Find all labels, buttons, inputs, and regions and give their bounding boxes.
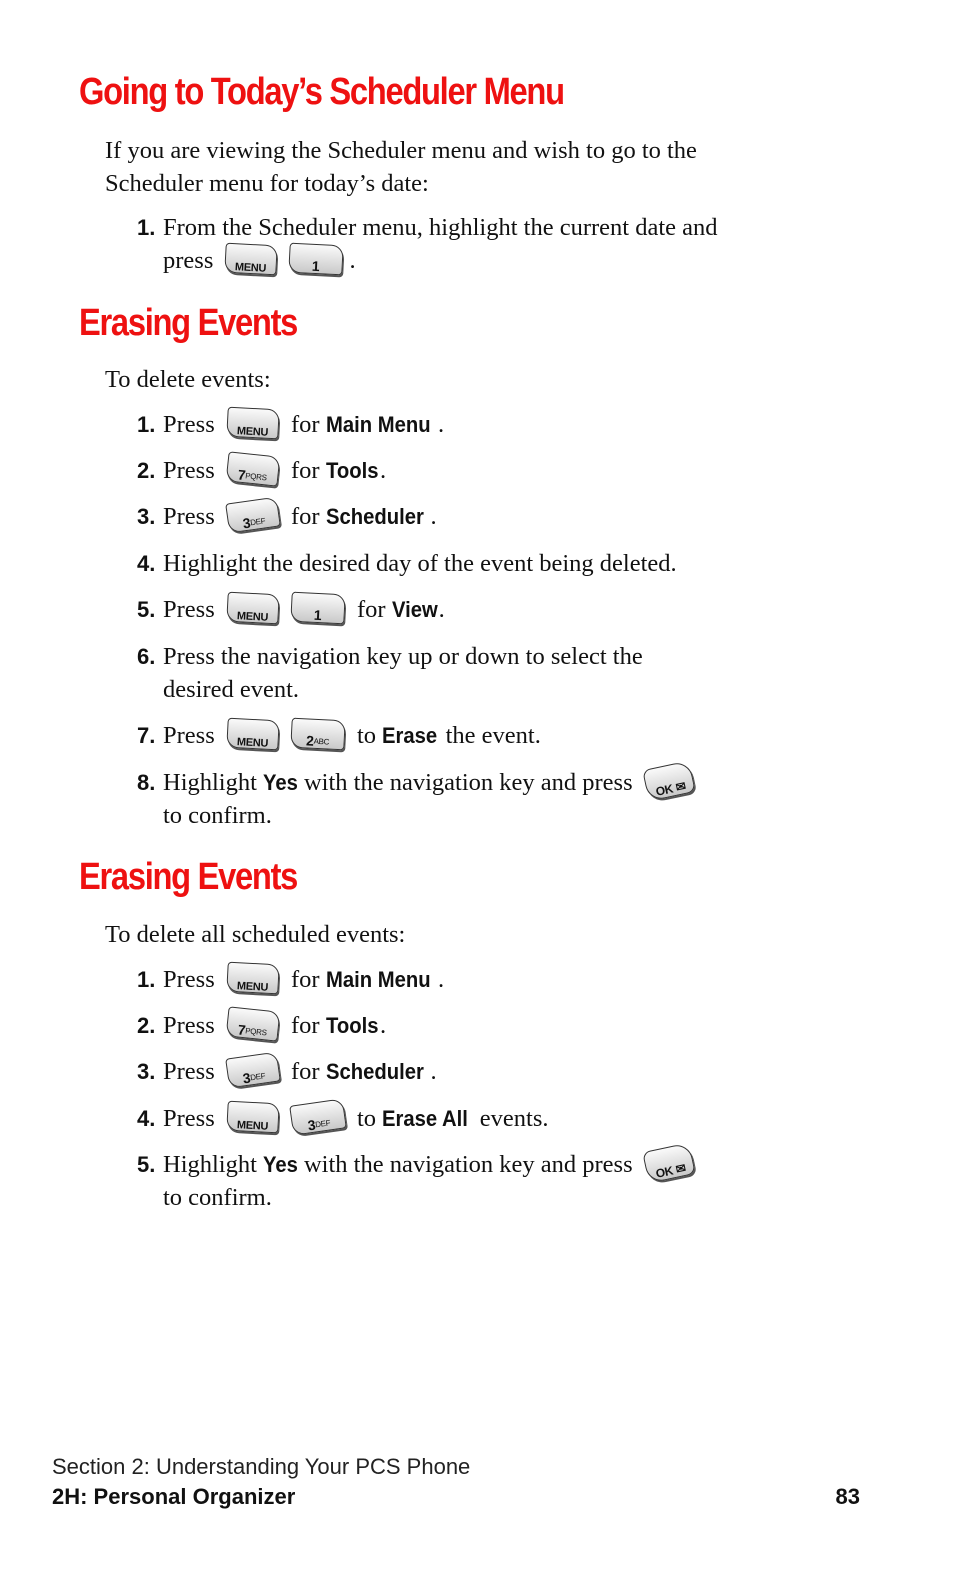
section-heading-today: Going to Today’s Scheduler Menu: [79, 71, 564, 113]
section-heading-erasing-events: Erasing Events: [79, 302, 298, 344]
menu-key-icon: MENU: [226, 407, 279, 440]
key-3-icon: $3^{DEF}$: [225, 497, 281, 534]
page-number: 83: [835, 1484, 860, 1509]
intro-line: Scheduler menu for today’s date:: [105, 170, 429, 197]
key-2-icon: $2^{ABC}$: [290, 718, 345, 751]
step-item: 8. Highlight Yes with the navigation key and press OK ✉ to confirm.: [137, 766, 817, 832]
menu-key-icon: MENU: [225, 243, 278, 276]
key-3-icon: $3^{DEF}$: [289, 1099, 347, 1136]
footer-section-title: Section 2: Understanding Your PCS Phone: [52, 1454, 471, 1479]
key-7-icon: $7^{PQRS}$: [225, 1007, 280, 1042]
intro-text: To delete all scheduled events:: [105, 921, 406, 948]
menu-key-icon: MENU: [226, 592, 279, 625]
menu-key-icon: MENU: [226, 1101, 279, 1134]
step-item: 6. Press the navigation key up or down to select the desired event.: [137, 643, 643, 703]
step-item: 2. Press $7^{PQRS}$ for Tools.: [137, 1009, 817, 1042]
key-3-icon: $3^{DEF}$: [225, 1052, 281, 1089]
step-item: 4. Press MENU $3^{DEF}$ to Erase All events.: [137, 1102, 817, 1135]
step-text: press: [163, 247, 214, 274]
bold-term: Main Menu: [325, 412, 431, 437]
step-item: 5. Press MENU 1 for View.: [137, 593, 817, 626]
menu-key-icon: MENU: [226, 718, 279, 751]
step-item: 1. Press MENU for Main Menu .: [137, 963, 817, 996]
step-item: 1. From the Scheduler menu, highlight the current date and press MENU 1 .: [137, 211, 817, 277]
key-1-icon: 1: [289, 243, 344, 276]
intro-text: To delete events:: [105, 366, 271, 393]
step-number: 1.: [137, 215, 156, 240]
key-1-icon: 1: [290, 592, 345, 625]
ok-key-icon: OK ✉: [642, 761, 696, 802]
menu-key-icon: MENU: [226, 962, 279, 995]
step-text: From the Scheduler menu, highlight the current date and: [163, 214, 718, 241]
intro-line: If you are viewing the Scheduler menu and wish to go to the: [105, 137, 697, 164]
section-heading-erasing-all: Erasing Events: [79, 856, 298, 898]
step-item: 5. Highlight Yes with the navigation key and press OK ✉ to confirm.: [137, 1148, 817, 1214]
step-item: 4. Highlight the desired day of the event being deleted.: [137, 550, 677, 577]
step-item: 7. Press MENU $2^{ABC}$ to Erase the event.: [137, 719, 817, 752]
step-item: 3. Press $3^{DEF}$ for Scheduler .: [137, 1055, 817, 1088]
step-item: 1. Press MENU for Main Menu .: [137, 408, 817, 441]
step-item: 2. Press $7^{PQRS}$ for Tools.: [137, 454, 817, 487]
intro-text: [105, 134, 697, 200]
footer-chapter-title: 2H: Personal Organizer: [52, 1484, 296, 1509]
step-item: 3. Press $3^{DEF}$ for Scheduler .: [137, 500, 817, 533]
ok-key-icon: OK ✉: [642, 1143, 696, 1184]
key-7-icon: $7^{PQRS}$: [225, 452, 280, 487]
